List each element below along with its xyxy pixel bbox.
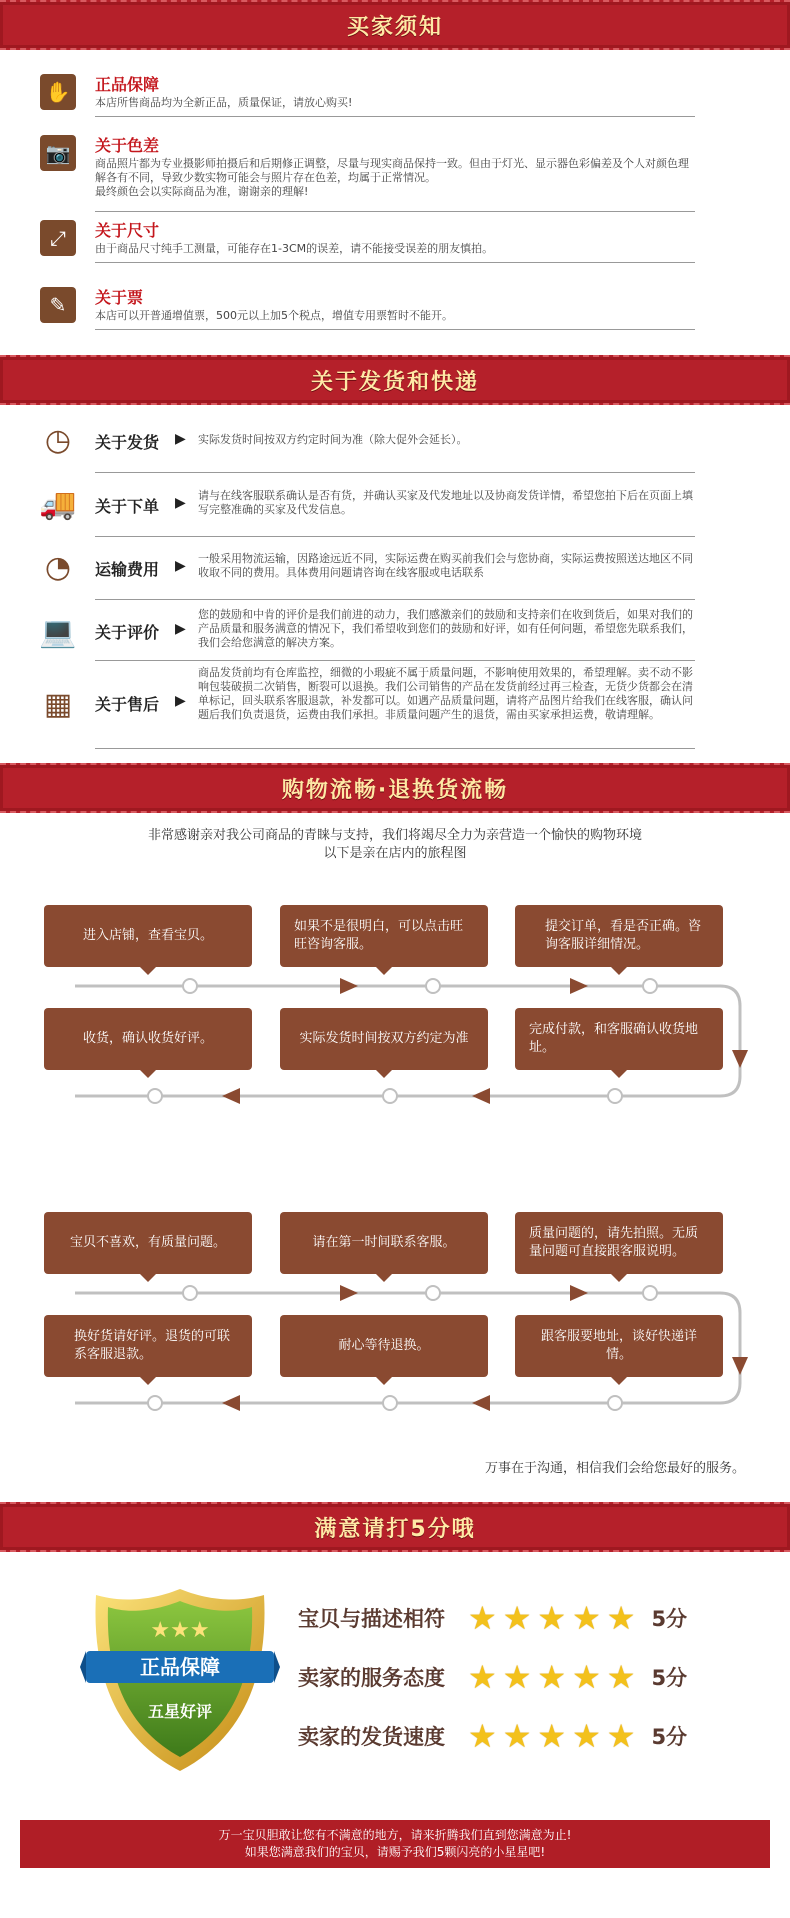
divider — [95, 116, 695, 117]
banner-shipping — [0, 355, 790, 405]
badge-bottom-text: 五星好评 — [147, 1702, 213, 1721]
ship-row-fee — [40, 549, 695, 601]
ship-desc: 实际发货时间按双方约定时间为准（除大促外会延长）。 — [198, 433, 468, 446]
star-rating — [468, 1717, 636, 1755]
badge-top-text: 正品保障 — [140, 1655, 220, 1679]
ship-title: 关于评价 — [95, 623, 160, 642]
divider — [95, 262, 695, 263]
notice-desc: 由于商品尺寸纯手工测量，可能存在1-3CM的误差，请不能接受误差的朋友慎拍。 — [95, 242, 494, 255]
star-rating — [468, 1658, 636, 1696]
rating-row — [298, 1716, 687, 1756]
star-icon: ★ — [502, 1599, 532, 1637]
ship-row-delivery — [40, 422, 695, 474]
notice-title: 关于尺寸 — [95, 221, 160, 240]
divider — [95, 472, 695, 473]
divider — [95, 748, 695, 749]
intro-line: 非常感谢亲对我公司商品的青睐与支持，我们将竭尽全力为亲营造一个愉快的购物环境 — [147, 828, 642, 843]
ship-title: 关于下单 — [95, 497, 160, 516]
notice-desc: 本店可以开普通增值票，500元以上加5个税点，增值专用票暂时不能开。 — [95, 309, 453, 322]
shield-badge-icon — [80, 1585, 280, 1775]
rating-score: 5分 — [651, 1666, 688, 1690]
star-icon: ★ — [572, 1658, 601, 1696]
rating-score: 5分 — [651, 1725, 688, 1749]
star-icon: ★ — [606, 1599, 636, 1637]
notice-size — [40, 218, 695, 268]
laptop-icon: 💻 — [39, 614, 77, 650]
ship-desc: 商品发货前均有仓库监控，细微的小瑕疵不属于质量问题，不影响使用效果的，希望理解。卖不动不影响包装破损二次销售，断裂可以退换。我们公司销售的产品在发货前经过再三检查，无货少货都会在清单标记，回头联系客服退款，补发都可以。如遇产品质量问题，请将产品图片给我们在线客服，确认问题后我们负责退货，运费由我们承担。非质量问题产生的退货，需由买家承担运费，敬请理解。 — [198, 666, 693, 721]
grid-icon: ▦ — [43, 686, 73, 722]
banner-process — [0, 763, 790, 813]
ship-title: 运输费用 — [95, 560, 160, 579]
divider — [95, 211, 695, 212]
chevron-right-icon: ▶ — [175, 693, 186, 709]
divider — [95, 329, 695, 330]
star-icon: ★ — [468, 1599, 497, 1637]
ship-desc: 一般采用物流运输，因路途远近不同，实际运费在购买前我们会与您协商，实际运费按照送达地区不同收取不同的费用。具体费用问题请咨询在线客服或电话联系 — [198, 552, 693, 579]
flow-step: 实际发货时间按双方约定为准 — [280, 1008, 488, 1070]
banner-rating — [0, 1502, 790, 1552]
star-icon: ★ — [537, 1717, 567, 1755]
flow-step: 跟客服要地址，谈好快递详情。 — [515, 1315, 723, 1377]
star-icon: ★ — [572, 1599, 601, 1637]
flow-step: 宝贝不喜欢，有质量问题。 — [44, 1212, 252, 1274]
star-icon: ★ — [502, 1658, 532, 1696]
banner-title: 关于发货和快递 — [310, 369, 479, 395]
rating-label: 卖家的发货速度 — [298, 1725, 445, 1749]
flow-step: 进入店铺，查看宝贝。 — [44, 905, 252, 967]
chevron-right-icon: ▶ — [175, 495, 186, 511]
camera-icon: 📷 — [40, 135, 76, 171]
star-icon: ★ — [537, 1599, 567, 1637]
chevron-right-icon: ▶ — [175, 621, 186, 637]
divider — [95, 660, 695, 661]
flow-step: 耐心等待退换。 — [280, 1315, 488, 1377]
banner-title: 满意请打5分哦 — [314, 1516, 476, 1542]
banner-title: 购物流畅·退换货流畅 — [281, 777, 509, 803]
ship-title: 关于发货 — [95, 433, 160, 452]
banner-buyer-notice — [0, 0, 790, 50]
rating-label: 宝贝与描述相符 — [298, 1607, 445, 1631]
closing-text: 万事在于沟通，相信我们会给您最好的服务。 — [484, 1461, 745, 1476]
divider — [95, 599, 695, 600]
truck-icon: 🚚 — [39, 486, 77, 522]
rating-score: 5分 — [651, 1607, 688, 1631]
ship-desc: 请与在线客服联系确认是否有货，并确认买家及代发地址以及协商发货详情，希望您拍下后在页面上填写完整准确的买家及代发信息。 — [198, 489, 693, 516]
notice-title: 正品保障 — [95, 75, 160, 94]
flow-step: 如果不是很明白，可以点击旺旺咨询客服。 — [280, 905, 488, 967]
divider — [95, 536, 695, 537]
star-icon: ★ — [572, 1717, 601, 1755]
star-icon: ★ — [606, 1658, 636, 1696]
hand-icon: ✋ — [40, 74, 76, 110]
star-icon: ★ — [537, 1658, 567, 1696]
notice-desc: 本店所售商品均为全新正品，质量保证，请放心购买! — [95, 96, 353, 109]
chevron-right-icon: ▶ — [175, 431, 186, 447]
rating-label: 卖家的服务态度 — [298, 1666, 445, 1690]
ship-row-review — [40, 606, 695, 666]
notice-authentic — [40, 72, 695, 122]
notice-title: 关于色差 — [95, 136, 160, 155]
clock-calendar-icon: ◔ — [44, 549, 72, 585]
flow-step: 收货，确认收货好评。 — [44, 1008, 252, 1070]
rating-row — [298, 1598, 687, 1638]
flow-step: 请在第一时间联系客服。 — [280, 1212, 488, 1274]
intro-text — [0, 827, 790, 863]
flow-step: 换好货请好评。退货的可联系客服退款。 — [44, 1315, 252, 1377]
star-icon: ★ — [606, 1717, 636, 1755]
footer-banner — [20, 1820, 770, 1868]
ship-title: 关于售后 — [95, 695, 160, 714]
flow-step: 完成付款，和客服确认收货地址。 — [515, 1008, 723, 1070]
ship-row-aftersale — [40, 664, 695, 750]
star-icon: ★ — [502, 1717, 532, 1755]
ship-desc: 您的鼓励和中肯的评价是我们前进的动力，我们感激亲们的鼓励和支持亲们在收到货后，如果对我们的产品质量和服务满意的情况下，我们希望收到您们的鼓励和好评，如有任何问题，希望您先联系我们，我们会给您满意的解决方案。 — [198, 608, 693, 649]
svg-text:★★★: ★★★ — [150, 1618, 210, 1643]
intro-line: 以下是亲在店内的旅程图 — [323, 846, 467, 861]
ship-row-order — [40, 486, 695, 538]
notice-desc: 商品照片都为专业摄影师拍摄后和后期修正调整，尽量与现实商品保持一致。但由于灯光、显示器色彩偏差及个人对颜色理解各有不同，导致少数实物可能会与照片存在色差，均属于正常情况。 最终颜色会以实际商品为准，谢谢亲的理解! — [95, 157, 689, 198]
banner-title: 买家须知 — [346, 14, 443, 40]
notice-invoice — [40, 285, 695, 335]
footer-line: 如果您满意我们的宝贝，请赐予我们5颗闪亮的小星星吧! — [244, 1845, 546, 1859]
clock-icon: ◷ — [44, 422, 72, 458]
invoice-icon: ✎ — [40, 287, 76, 323]
footer-line: 万一宝贝胆敢让您有不满意的地方，请来折腾我们直到您满意为止! — [218, 1828, 572, 1842]
star-icon: ★ — [468, 1717, 497, 1755]
notice-title: 关于票 — [95, 288, 144, 307]
star-rating — [468, 1599, 636, 1637]
notice-color — [40, 133, 695, 203]
flow-step: 提交订单，看是否正确。咨询客服详细情况。 — [515, 905, 723, 967]
resize-icon: ⤢ — [40, 220, 76, 256]
rating-row — [298, 1657, 687, 1697]
star-icon: ★ — [468, 1658, 497, 1696]
flow-step: 质量问题的，请先拍照。无质量问题可直接跟客服说明。 — [515, 1212, 723, 1274]
chevron-right-icon: ▶ — [175, 558, 186, 574]
